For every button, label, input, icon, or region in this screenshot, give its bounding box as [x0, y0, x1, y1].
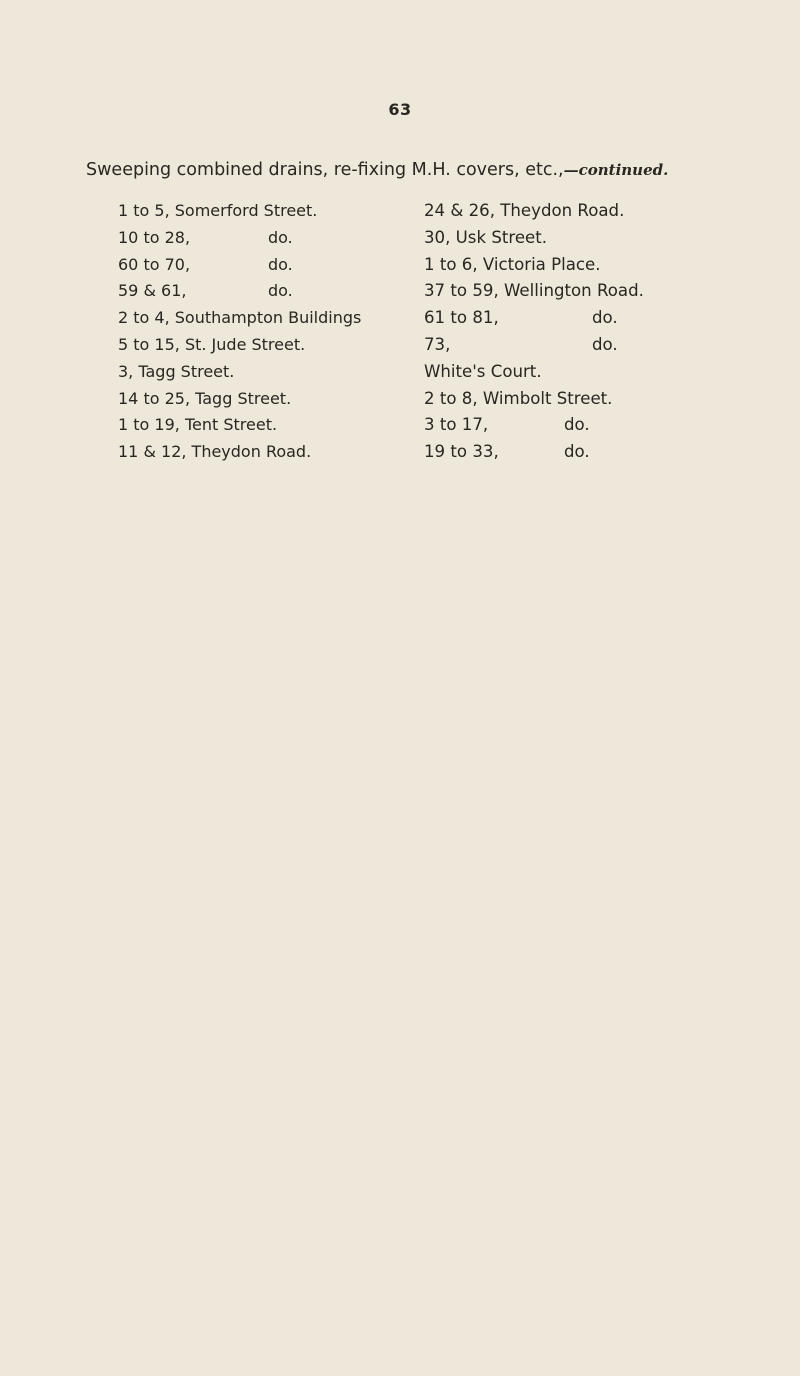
address-text: 11 & 12, Theydon Road.: [118, 442, 312, 462]
heading-main-text: Sweeping combined drains, re-fixing M.H. covers, etc.,: [86, 160, 564, 180]
address-text: 24 & 26, Theydon Road.: [424, 201, 625, 220]
address-text: 19 to 33,: [424, 442, 499, 462]
heading-continued-text: —continued.: [563, 161, 669, 179]
ditto-mark: do.: [592, 308, 618, 328]
ditto-mark: do.: [564, 415, 590, 435]
address-entry: [424, 386, 744, 413]
address-entry: [118, 225, 418, 252]
address-text: White's Court.: [424, 361, 542, 381]
address-text: 1 to 6, Victoria Place.: [424, 254, 601, 274]
address-entry: [118, 332, 418, 359]
address-entry: [424, 225, 744, 252]
address-text: 1 to 19, Tent Street.: [118, 415, 278, 435]
address-text: 61 to 81,: [424, 308, 499, 328]
address-entry: [424, 332, 744, 359]
left-address-column: [118, 198, 418, 466]
address-text: 5 to 15, St. Jude Street.: [118, 334, 306, 354]
address-entry: [424, 439, 744, 466]
address-entry: [118, 252, 418, 279]
right-address-column: [424, 198, 744, 466]
address-text: 1 to 5, Somerford Street.: [118, 201, 318, 220]
address-entry: [118, 278, 418, 305]
address-entry: [424, 305, 744, 332]
address-text: 60 to 70,: [118, 254, 191, 274]
address-text: 3, Tagg Street.: [118, 361, 235, 381]
address-entry: [118, 198, 418, 225]
address-text: 73,: [424, 334, 451, 354]
address-entry: [118, 412, 418, 439]
address-text: 2 to 4, Southampton Buildings: [118, 308, 362, 328]
address-entry: [424, 359, 744, 386]
address-text: 2 to 8, Wimbolt Street.: [424, 388, 613, 408]
section-heading: [86, 160, 786, 180]
address-text: 37 to 59, Wellington Road.: [424, 281, 644, 301]
ditto-mark: do.: [592, 334, 618, 354]
address-entry: [118, 305, 418, 332]
address-entry: [118, 359, 418, 386]
address-text: 30, Usk Street.: [424, 227, 548, 247]
page-number: 63: [388, 100, 412, 119]
ditto-mark: do.: [268, 254, 293, 274]
ditto-mark: do.: [268, 281, 293, 301]
address-entry: [424, 198, 744, 225]
ditto-mark: do.: [268, 227, 293, 247]
address-entry: [118, 439, 418, 466]
address-text: 59 & 61,: [118, 281, 187, 301]
address-text: 10 to 28,: [118, 227, 191, 247]
address-entry: [424, 278, 744, 305]
address-entry: [424, 252, 744, 279]
address-text: 3 to 17,: [424, 415, 489, 435]
address-text: 14 to 25, Tagg Street.: [118, 388, 292, 408]
address-entry: [118, 386, 418, 413]
address-entry: [424, 412, 744, 439]
ditto-mark: do.: [564, 442, 590, 462]
